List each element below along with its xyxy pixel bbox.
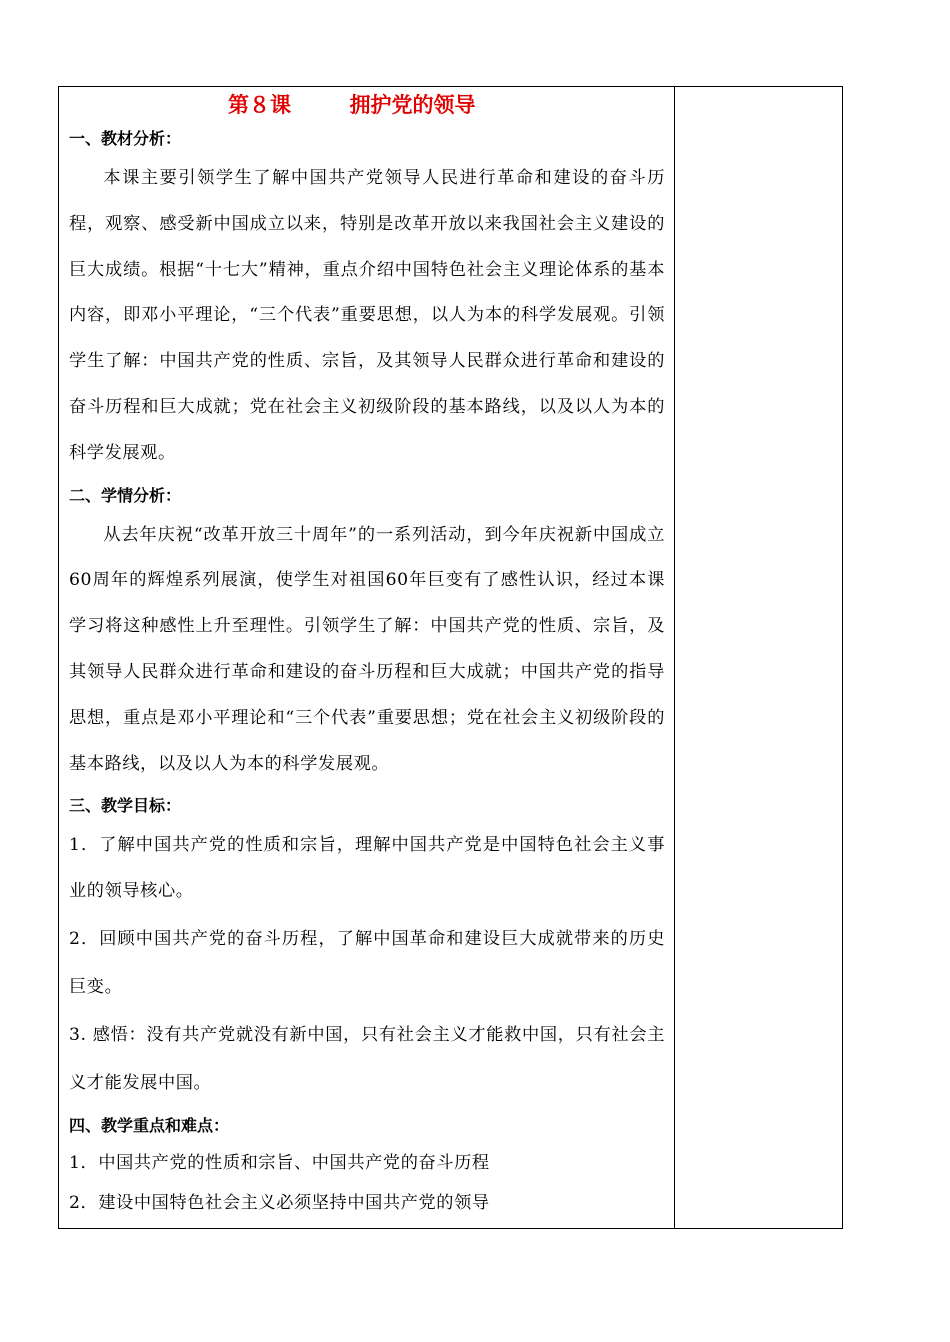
lesson-content xyxy=(69,88,665,1223)
section-heading-key-points: 四、教学重点和难点： xyxy=(69,1115,230,1135)
student-analysis-paragraph: 从去年庆祝“改革开放三十周年”的一系列活动，到今年庆祝新中国成立60周年的辉煌系列展演，使学生对祖国60年巨变有了感性认识，经过本课学习将这种感性上升至理性。引领学生了解：中国共产党的性质、宗旨，及其领导人民群众进行革命和建设的奋斗历程和巨大成就；中国共产党的指导思想，重点是邓小平理论和“三个代表”重要思想；党在社会主义初级阶段的基本路线，以及以人为本的科学发展观。 xyxy=(69,524,665,774)
key-point-item: 2．建设中国特色社会主义必须坚持中国共产党的领导 xyxy=(69,1192,490,1213)
section-heading-textbook-analysis: 一、教材分析： xyxy=(69,129,182,148)
key-point-item: 1．中国共产党的性质和宗旨、中国共产党的奋斗历程 xyxy=(69,1152,490,1173)
section-heading-student-analysis: 二、学情分析： xyxy=(69,485,182,505)
teaching-goal-item: 2．回顾中国共产党的奋斗历程，了解中国革命和建设巨大成就带来的历史巨变。 xyxy=(69,928,665,997)
section-heading-teaching-goals: 三、教学目标： xyxy=(69,796,182,816)
teaching-goal-item: 3. 感悟：没有共产党就没有新中国，只有社会主义才能救中国，只有社会主义才能发展中国。 xyxy=(69,1024,665,1093)
column-divider xyxy=(674,86,675,1229)
lesson-title: 第８课 拥护党的领导 xyxy=(228,93,476,117)
textbook-analysis-paragraph: 本课主要引领学生了解中国共产党领导人民进行革命和建设的奋斗历程，观察、感受新中国成立以来，特别是改革开放以来我国社会主义建设的巨大成绩。根据“十七大”精神，重点介绍中国特色社会主义理论体系的基本内容，即邓小平理论，“三个代表”重要思想，以人为本的科学发展观。引领学生了解：中国共产党的性质、宗旨，及其领导人民群众进行革命和建设的奋斗历程和巨大成就；党在社会主义初级阶段的基本路线，以及以人为本的科学发展观。 xyxy=(69,168,665,463)
teaching-goal-item: 1．了解中国共产党的性质和宗旨，理解中国共产党是中国特色社会主义事业的领导核心。 xyxy=(69,835,665,902)
